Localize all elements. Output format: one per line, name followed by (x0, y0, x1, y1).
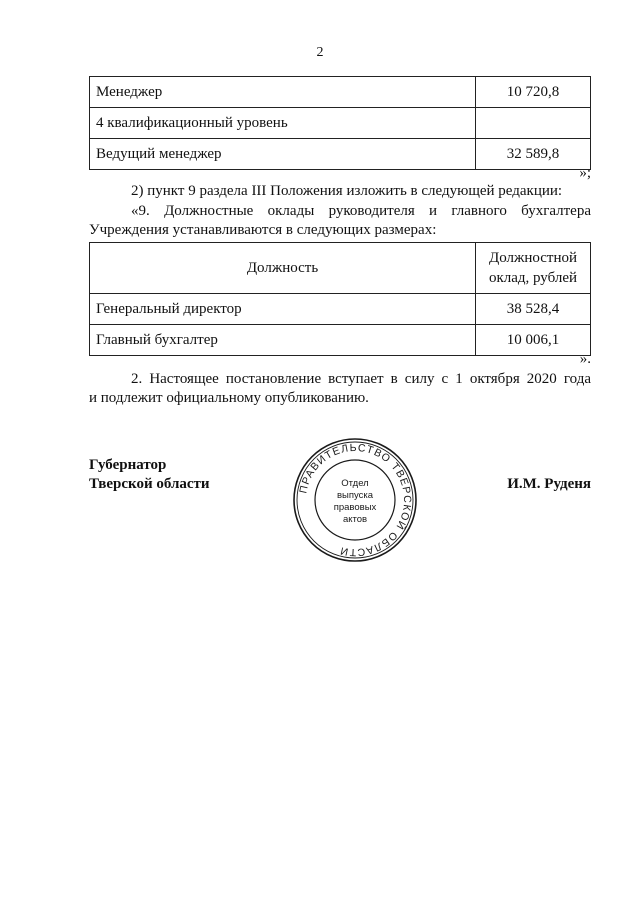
director-salary-table (89, 242, 591, 356)
signatory-title-line1: Губернатор (89, 457, 167, 473)
signatory-name: И.М. Руденя (507, 476, 591, 492)
header-position: Должность (90, 243, 476, 294)
stamp-inner-line: актов (342, 514, 368, 525)
paragraph-item-2: 2) пункт 9 раздела III Положения изложить в следующей редакции: (131, 183, 563, 199)
table-row (90, 325, 591, 356)
stamp-ring-text-path: ПРАВИТЕЛЬСТВО ТВЕРСКОЙ ОБЛАСТИ (297, 441, 414, 559)
position-cell: Главный бухгалтер (90, 325, 476, 356)
header-salary-line2: оклад, рублей (488, 270, 578, 286)
table-row (90, 294, 591, 325)
salary-table-continued (89, 76, 591, 170)
table-header-row (90, 243, 591, 294)
paragraph-item-9-line2: Учреждения устанавливаются в следующих размерах: (89, 222, 437, 238)
salary-cell: 10 006,1 (476, 325, 591, 356)
official-stamp (292, 437, 418, 563)
table-row (90, 108, 591, 139)
final-paragraph-line1: 2. Настоящее постановление вступает в силу с 1 октября 2020 года (131, 371, 591, 387)
salary-cell: 32 589,8 (476, 139, 591, 170)
salary-cell: 38 528,4 (476, 294, 591, 325)
position-cell: Менеджер (90, 77, 476, 108)
header-salary-line1: Должностной (488, 250, 578, 266)
stamp-inner-line: выпуска (336, 490, 374, 501)
table-row (90, 139, 591, 170)
position-cell: 4 квалификационный уровень (90, 108, 476, 139)
table2-closing-quote: ». (579, 351, 591, 367)
stamp-seal (292, 437, 418, 563)
salary-cell: 10 720,8 (476, 77, 591, 108)
paragraph-item-9-line1: «9. Должностные оклады руководителя и главного бухгалтера (131, 203, 591, 219)
signatory-title-line2: Тверской области (89, 476, 210, 492)
table1-closing-quote: »; (579, 165, 591, 181)
position-cell: Генеральный директор (90, 294, 476, 325)
stamp-inner-line: Отдел (341, 478, 369, 489)
table-row (90, 77, 591, 108)
position-cell: Ведущий менеджер (90, 139, 476, 170)
signatory-title (89, 456, 210, 494)
page-number: 2 (316, 45, 324, 60)
salary-cell (476, 108, 591, 139)
stamp-inner-line: правовых (333, 502, 377, 513)
header-salary (476, 243, 591, 294)
final-paragraph-line2: и подлежит официальному опубликованию. (89, 390, 369, 406)
